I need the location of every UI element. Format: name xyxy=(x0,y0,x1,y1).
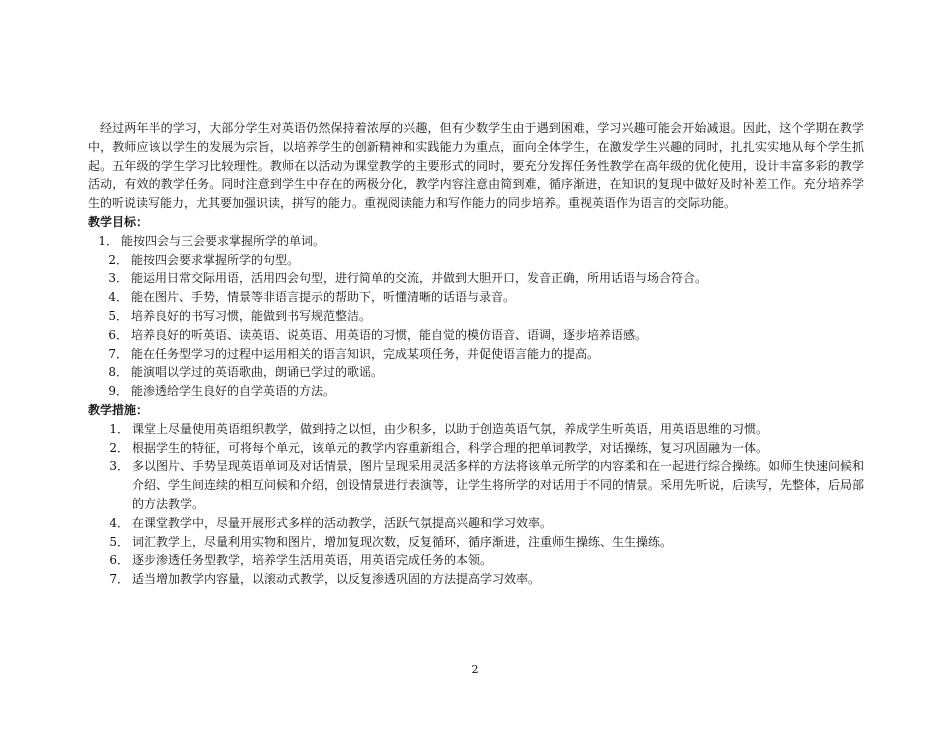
list-item xyxy=(88,570,864,589)
list-item xyxy=(88,251,864,270)
list-item xyxy=(88,232,864,251)
item-number: 8． xyxy=(108,365,128,380)
item-number: 4． xyxy=(108,290,128,305)
item-text: 能在任务型学习的过程中运用相关的语言知识，完成某项任务，并促使语言能力的提高。 xyxy=(131,346,600,361)
item-text: 培养良好的书写习惯，能做到书写规范整洁。 xyxy=(131,308,372,323)
item-text: 能在图片、手势，情景等非语言提示的帮助下，听懂清晰的话语与录音。 xyxy=(131,290,516,305)
list-item xyxy=(88,326,864,345)
list-item xyxy=(88,439,864,458)
list-item xyxy=(88,382,864,401)
item-text: 词汇教学上，尽量利用实物和图片，增加复现次数，反复循环，循序渐进，注重师生操练、生生操练。 xyxy=(132,534,673,549)
item-text: 课堂上尽量使用英语组织教学，做到持之以恒，由少积多，以助于创造英语气氛，养成学生听英语，用英语思维的习惯。 xyxy=(132,421,769,436)
item-number: 9． xyxy=(108,384,128,399)
page-number: 2 xyxy=(471,663,479,676)
item-text: 在课堂教学中，尽量开展形式多样的活动教学，活跃气氛提高兴趣和学习效率。 xyxy=(132,515,553,530)
item-text: 逐步渗透任务型教学，培养学生活用英语，用英语完成任务的本领。 xyxy=(132,553,493,568)
item-text: 能演唱以学过的英语歌曲，朗诵已学过的歌谣。 xyxy=(131,365,384,380)
item-number: 2． xyxy=(108,252,128,267)
list-item xyxy=(88,457,864,513)
item-number: 3． xyxy=(109,459,129,474)
item-number: 6． xyxy=(109,553,129,568)
list-item xyxy=(88,420,864,439)
item-number: 5． xyxy=(109,534,129,549)
item-number: 7． xyxy=(109,572,129,587)
list-item xyxy=(88,269,864,288)
intro-paragraph: 经过两年半的学习，大部分学生对英语仍然保持着浓厚的兴趣，但有少数学生由于遇到困难，学习兴趣可能会开始减退。因此，这个学期在教学中，教师应该以学生的发展为宗旨，以培养学生的创新精神和实践能力为重点，面向全体学生，在激发学生兴趣的同时，扎扎实实地从每个学生抓起。五年级的学生学习比较理性。教师在以活动为课堂教学的主要形式的同时，要充分发挥任务性教学在高年级的优化使用，设计丰富多彩的教学活动，有效的教学任务。同时注意到学生中存在的两极分化，教学内容注意由简到难，循序渐进，在知识的复现中做好及时补差工作。充分培养学生的听说读写能力，尤其要加强识读，拼写的能力。重视阅读能力和写作能力的同步培养。重视英语作为语言的交际功能。 xyxy=(88,121,864,211)
measures-list xyxy=(88,420,864,589)
list-item xyxy=(88,345,864,364)
measures-heading: 教学措施： xyxy=(88,402,149,417)
item-number: 7． xyxy=(108,346,128,361)
list-item xyxy=(88,551,864,570)
document-body xyxy=(88,119,864,589)
item-number: 6． xyxy=(108,327,128,342)
item-text: 培养良好的听英语、读英语、说英语、用英语的习惯，能自觉的模仿语音、语调，逐步培养语感。 xyxy=(131,327,648,342)
list-item xyxy=(88,288,864,307)
item-text: 根据学生的特征，可将每个单元，该单元的教学内容重新组合，科学合理的把单词教学，对话操练，复习巩固融为一体。 xyxy=(132,440,769,455)
item-number: 1． xyxy=(109,421,129,436)
item-text: 能运用日常交际用语，活用四会句型，进行简单的交流，并做到大胆开口，发音正确，所用话语与场合符合。 xyxy=(131,271,708,286)
goals-heading: 教学目标： xyxy=(88,214,149,229)
item-number: 2． xyxy=(109,440,129,455)
list-item xyxy=(88,307,864,326)
goals-list xyxy=(88,232,864,401)
list-item xyxy=(88,533,864,552)
list-item xyxy=(88,514,864,533)
item-number: 5． xyxy=(108,308,128,323)
item-text: 能按四会要求掌握所学的句型。 xyxy=(131,252,300,267)
item-text: 能渗透给学生良好的自学英语的方法。 xyxy=(131,384,336,399)
item-number: 4． xyxy=(109,515,129,530)
item-text: 能按四会与三会要求掌握所学的单词。 xyxy=(121,233,326,248)
item-number: 3． xyxy=(108,271,128,286)
item-number: 1． xyxy=(98,233,118,248)
item-text: 多以图片、手势呈现英语单词及对话情景，图片呈现采用灵活多样的方法将该单元所学的内容柔和在一起进行综合操练。如师生快速问候和介绍、学生间连续的相互问候和介绍，创设情景进行表演等，让学生将所学的对话用于不同的情景。采用先听说，后读写，先整体，后局部的方法教学。 xyxy=(132,459,865,511)
list-item xyxy=(88,363,864,382)
item-text: 适当增加教学内容量，以滚动式教学，以反复渗透巩固的方法提高学习效率。 xyxy=(132,572,541,587)
